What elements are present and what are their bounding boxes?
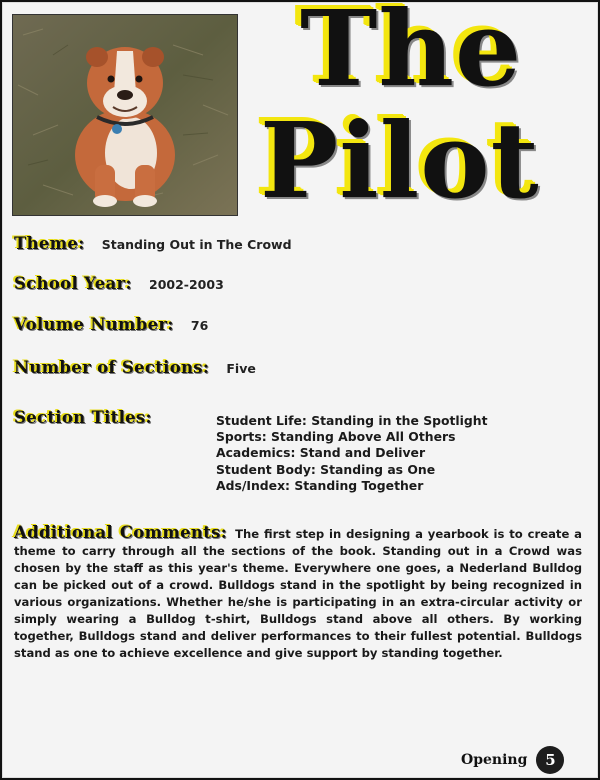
- page-number-badge: 5: [536, 746, 564, 774]
- section-titles-list: [216, 413, 488, 494]
- theme-label: Theme:: [14, 234, 85, 253]
- section-title-item: Sports: Standing Above All Others: [216, 429, 456, 445]
- school-year-label: School Year:: [14, 274, 132, 293]
- theme-value: Standing Out in The Crowd: [101, 237, 292, 252]
- school-year-row: [14, 274, 224, 293]
- volume-row: [14, 315, 208, 334]
- title-pilot: Pilot: [260, 99, 540, 222]
- theme-row: [14, 234, 292, 253]
- section-titles-label: Section Titles:: [14, 408, 152, 427]
- section-title-item: Student Life: Standing in the Spotlight: [216, 413, 488, 428]
- school-year-value: 2002-2003: [149, 277, 224, 292]
- bulldog-image: [13, 15, 237, 215]
- additional-comments: [14, 524, 582, 662]
- page-footer: [461, 746, 564, 774]
- sections-count-row: [14, 358, 256, 377]
- section-title-item: Ads/Index: Standing Together: [216, 477, 424, 493]
- sections-count-value: Five: [226, 361, 256, 376]
- volume-value: 76: [190, 318, 209, 333]
- title-the: The: [300, 0, 523, 110]
- additional-comments-label: Additional Comments:: [14, 523, 228, 542]
- section-title-item: Academics: Stand and Deliver: [216, 445, 426, 461]
- footer-section-label: Opening: [461, 752, 528, 768]
- bulldog-photo: [12, 14, 238, 216]
- additional-comments-text: The first step in designing a yearbook is to create a theme to carry through all the sections of the book. Standing out in a Crowd was chosen by the staff as this year's theme. Everywhere one goes, a Nederland Bulldog can be picked out of a crowd. Bulldogs stand in the spotlight by being recognized in various organizations. Whether he/she is participating in an extra-circular activity or simply wearing a Bulldog t-shirt, Bulldogs stand above all others. By working together, Bulldogs stand and deliver performances to their fullest potential. Bulldogs stand as one to achieve excellence and give support by standing together.: [14, 527, 582, 660]
- section-title-item: Student Body: Standing as One: [216, 461, 436, 477]
- sections-count-label: Number of Sections:: [14, 358, 210, 377]
- volume-label: Volume Number:: [14, 315, 174, 334]
